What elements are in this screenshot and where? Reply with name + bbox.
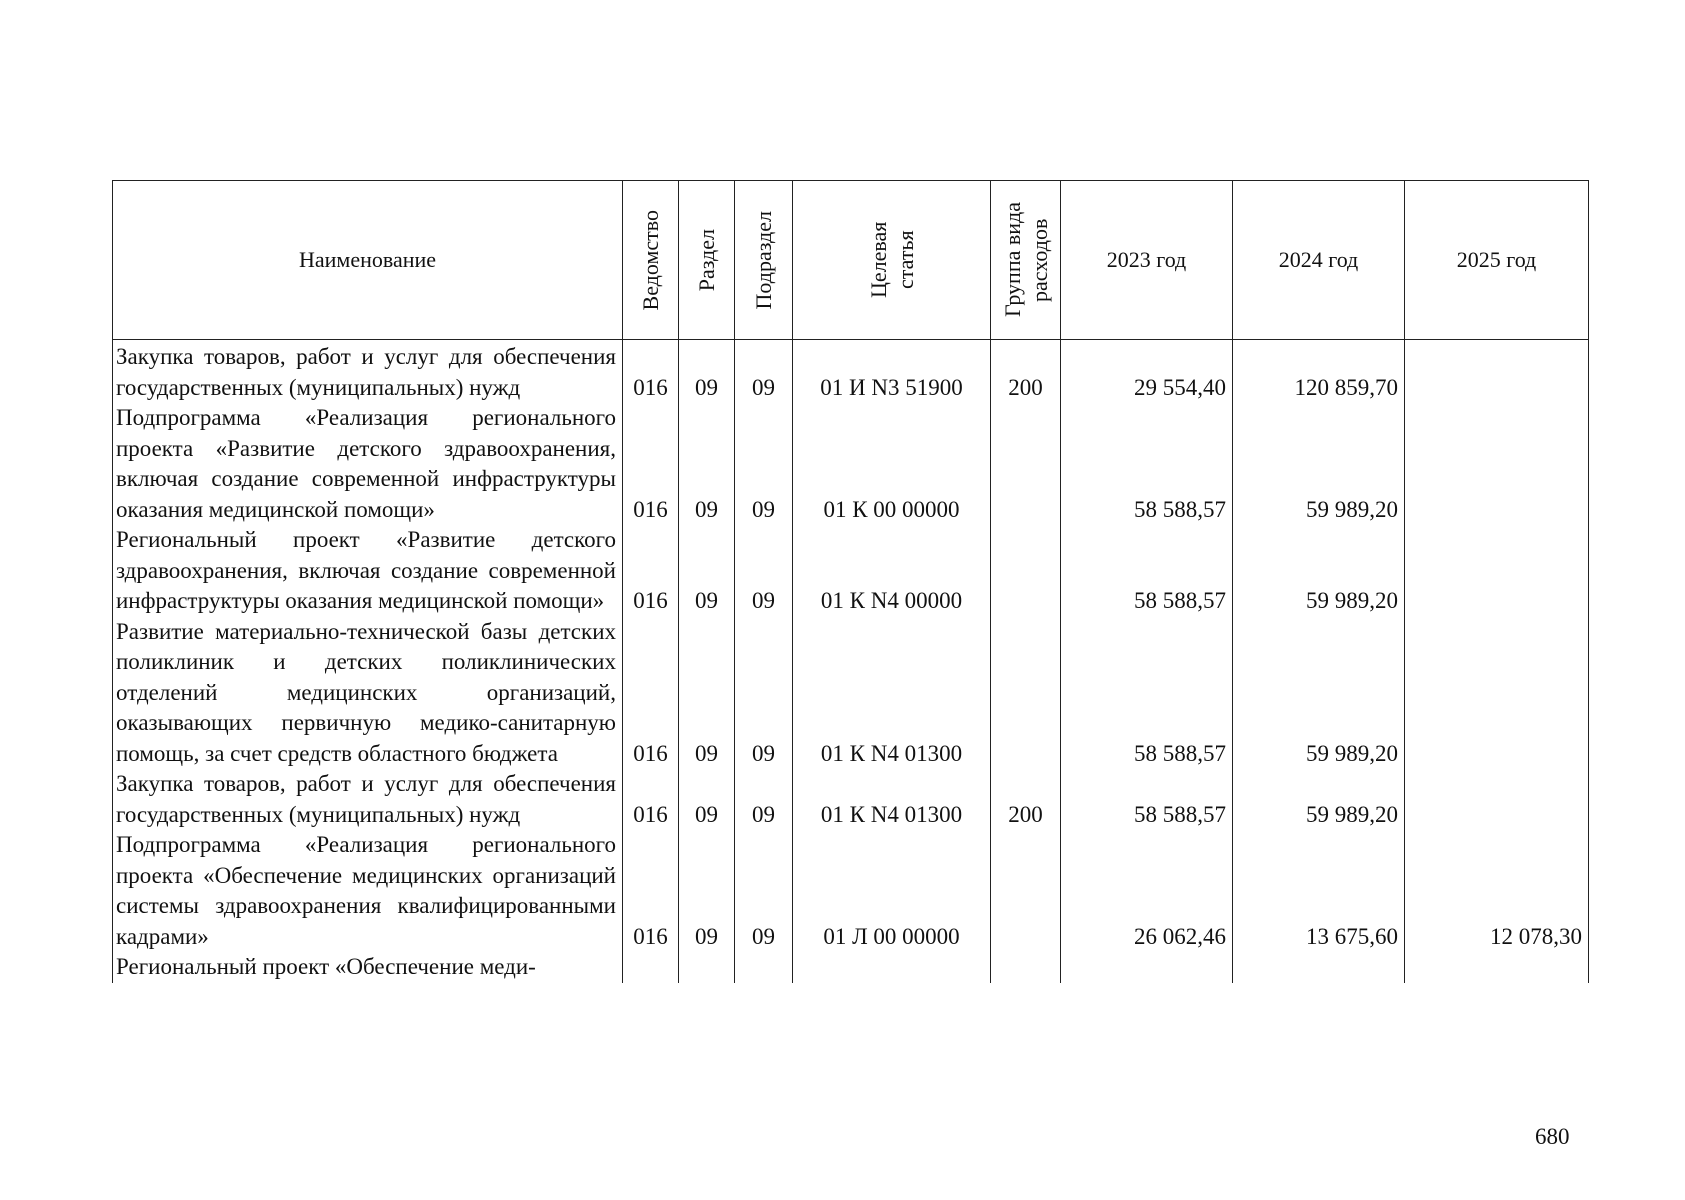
row-2023: 58 588,57 (1061, 769, 1233, 830)
row-2024: 13 675,60 (1233, 830, 1405, 952)
row-expense-group (991, 952, 1061, 983)
row-name: Подпрограмма «Реализация регионального проекта «Развитие детского здравоохранения, включая создание современной инфраструктуры оказания медицинской помощи» (113, 403, 623, 525)
header-subsection: Подраздел (735, 181, 793, 340)
row-target-article: 01 К N4 01300 (793, 617, 991, 770)
header-year-2024: 2024 год (1233, 181, 1405, 340)
table-row (113, 525, 1589, 617)
row-2025 (1405, 769, 1589, 830)
row-2025: 12 078,30 (1405, 830, 1589, 952)
row-2023: 58 588,57 (1061, 525, 1233, 617)
row-expense-group (991, 403, 1061, 525)
row-2024: 59 989,20 (1233, 769, 1405, 830)
row-2025 (1405, 617, 1589, 770)
header-name: Наименование (113, 181, 623, 340)
row-department: 016 (623, 617, 679, 770)
row-2025 (1405, 340, 1589, 404)
row-2024: 59 989,20 (1233, 617, 1405, 770)
row-expense-group (991, 617, 1061, 770)
row-department: 016 (623, 340, 679, 404)
row-section (679, 952, 735, 983)
row-department (623, 952, 679, 983)
row-name: Региональный проект «Обеспечение меди- (113, 952, 623, 983)
row-expense-group: 200 (991, 769, 1061, 830)
row-name: Развитие материально-технической базы детских поликлиник и детских поликлинических отделений медицинских организаций, оказывающих первичную медико-санитарную помощь, за счет средств областного бюджета (113, 617, 623, 770)
header-section: Раздел (679, 181, 735, 340)
row-subsection (735, 952, 793, 983)
table-row (113, 340, 1589, 404)
row-2023 (1061, 952, 1233, 983)
row-section: 09 (679, 617, 735, 770)
row-subsection: 09 (735, 340, 793, 404)
row-section: 09 (679, 769, 735, 830)
page-number: 680 (1535, 1124, 1570, 1149)
row-2024 (1233, 952, 1405, 983)
row-expense-group: 200 (991, 340, 1061, 404)
row-expense-group (991, 830, 1061, 952)
row-2025 (1405, 952, 1589, 983)
row-target-article: 01 К 00 00000 (793, 403, 991, 525)
budget-table (112, 180, 1589, 983)
header-target-article: Целевая статья (793, 181, 991, 340)
row-2024: 120 859,70 (1233, 340, 1405, 404)
row-2025 (1405, 525, 1589, 617)
header-year-2025: 2025 год (1405, 181, 1589, 340)
row-subsection: 09 (735, 403, 793, 525)
row-section: 09 (679, 830, 735, 952)
row-department: 016 (623, 769, 679, 830)
row-name: Закупка товаров, работ и услуг для обеспечения государственных (муниципальных) нужд (113, 769, 623, 830)
row-subsection: 09 (735, 830, 793, 952)
row-subsection: 09 (735, 525, 793, 617)
row-2024: 59 989,20 (1233, 525, 1405, 617)
header-department: Ведомство (623, 181, 679, 340)
header-expense-group: Группа вида расходов (991, 181, 1061, 340)
table-row (113, 617, 1589, 770)
row-department: 016 (623, 830, 679, 952)
table-row (113, 830, 1589, 952)
row-department: 016 (623, 525, 679, 617)
row-section: 09 (679, 403, 735, 525)
row-section: 09 (679, 525, 735, 617)
table-row (113, 403, 1589, 525)
header-year-2023: 2023 год (1061, 181, 1233, 340)
row-section: 09 (679, 340, 735, 404)
row-target-article: 01 Л 00 00000 (793, 830, 991, 952)
row-2023: 26 062,46 (1061, 830, 1233, 952)
row-expense-group (991, 525, 1061, 617)
row-name: Закупка товаров, работ и услуг для обеспечения государственных (муниципальных) нужд (113, 340, 623, 404)
row-name: Подпрограмма «Реализация регионального проекта «Обеспечение медицинских организаций системы здравоохранения квалифицированными кадрами» (113, 830, 623, 952)
row-2025 (1405, 403, 1589, 525)
table-row (113, 769, 1589, 830)
row-target-article: 01 И N3 51900 (793, 340, 991, 404)
row-name: Региональный проект «Развитие детского здравоохранения, включая создание современной инфраструктуры оказания медицинской помощи» (113, 525, 623, 617)
row-2023: 58 588,57 (1061, 617, 1233, 770)
row-2023: 29 554,40 (1061, 340, 1233, 404)
row-target-article (793, 952, 991, 983)
row-target-article: 01 К N4 01300 (793, 769, 991, 830)
table-row (113, 952, 1589, 983)
header-row (113, 181, 1589, 340)
row-2023: 58 588,57 (1061, 403, 1233, 525)
row-target-article: 01 К N4 00000 (793, 525, 991, 617)
row-subsection: 09 (735, 617, 793, 770)
row-department: 016 (623, 403, 679, 525)
row-subsection: 09 (735, 769, 793, 830)
row-2024: 59 989,20 (1233, 403, 1405, 525)
